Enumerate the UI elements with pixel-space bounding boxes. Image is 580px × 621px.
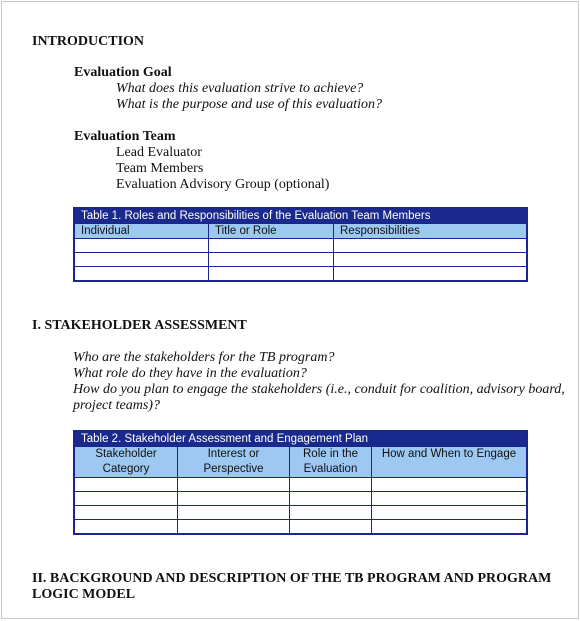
table-cell[interactable] bbox=[334, 267, 528, 282]
table-cell[interactable] bbox=[74, 492, 178, 506]
stakeholder-question: project teams)? bbox=[73, 398, 160, 413]
table-cell[interactable] bbox=[74, 520, 178, 535]
table-cell[interactable] bbox=[178, 520, 290, 535]
goal-question: What is the purpose and use of this evaluation? bbox=[116, 97, 382, 112]
stakeholder-question: Who are the stakeholders for the TB program? bbox=[73, 350, 335, 365]
table-row bbox=[74, 239, 527, 253]
table-row bbox=[74, 492, 527, 506]
goal-question: What does this evaluation strive to achieve? bbox=[116, 81, 364, 96]
table-caption: Table 2. Stakeholder Assessment and Engagement Plan bbox=[74, 431, 527, 447]
roles-responsibilities-table bbox=[73, 207, 528, 282]
stakeholder-engagement-table bbox=[73, 430, 528, 535]
table-cell[interactable] bbox=[290, 520, 372, 535]
table-cell[interactable] bbox=[74, 506, 178, 520]
team-member-item: Evaluation Advisory Group (optional) bbox=[116, 177, 330, 192]
column-header bbox=[178, 447, 290, 478]
table-cell[interactable] bbox=[290, 478, 372, 492]
column-header-line: Interest or bbox=[207, 448, 260, 460]
table-cell[interactable] bbox=[334, 253, 528, 267]
table-cell[interactable] bbox=[209, 253, 334, 267]
table-cell[interactable] bbox=[290, 492, 372, 506]
stakeholder-heading: I. STAKEHOLDER ASSESSMENT bbox=[32, 318, 247, 333]
evaluation-goal-label: Evaluation Goal bbox=[74, 65, 172, 80]
table-cell[interactable] bbox=[290, 506, 372, 520]
table-cell[interactable] bbox=[178, 506, 290, 520]
column-header bbox=[74, 447, 178, 478]
table-cell[interactable] bbox=[372, 478, 528, 492]
table-cell[interactable] bbox=[74, 478, 178, 492]
document-page bbox=[1, 1, 579, 619]
column-header bbox=[372, 447, 528, 478]
table-cell[interactable] bbox=[334, 239, 528, 253]
table-cell[interactable] bbox=[178, 478, 290, 492]
table-cell[interactable] bbox=[74, 253, 209, 267]
table-row bbox=[74, 506, 527, 520]
column-header-line: Evaluation bbox=[303, 463, 358, 475]
table-cell[interactable] bbox=[372, 520, 528, 535]
table-cell[interactable] bbox=[74, 267, 209, 282]
column-header bbox=[290, 447, 372, 478]
column-header-line: Perspective bbox=[203, 463, 264, 475]
table-row bbox=[74, 478, 527, 492]
column-header-line: Stakeholder bbox=[95, 448, 157, 460]
column-header: Responsibilities bbox=[334, 224, 528, 239]
table-row bbox=[74, 267, 527, 282]
introduction-heading: INTRODUCTION bbox=[32, 34, 145, 49]
table-cell[interactable] bbox=[74, 239, 209, 253]
table-cell[interactable] bbox=[372, 492, 528, 506]
background-heading: II. BACKGROUND AND DESCRIPTION OF THE TB PROGRAM AND PROGRAM bbox=[32, 571, 552, 586]
table-caption: Table 1. Roles and Responsibilities of the Evaluation Team Members bbox=[74, 208, 527, 224]
column-header: Title or Role bbox=[209, 224, 334, 239]
column-header-line: Role in the bbox=[303, 448, 358, 460]
column-header: Individual bbox=[74, 224, 209, 239]
evaluation-team-label: Evaluation Team bbox=[74, 129, 176, 144]
table-cell[interactable] bbox=[209, 239, 334, 253]
table-cell[interactable] bbox=[372, 506, 528, 520]
column-header-line: How and When to Engage bbox=[381, 448, 517, 460]
column-header-line: Category bbox=[102, 463, 150, 475]
stakeholder-question: How do you plan to engage the stakeholders (i.e., conduit for coalition, advisory board, bbox=[73, 382, 565, 397]
background-heading-continued: LOGIC MODEL bbox=[32, 587, 136, 602]
stakeholder-question: What role do they have in the evaluation? bbox=[73, 366, 307, 381]
team-member-item: Team Members bbox=[116, 161, 204, 176]
table-row bbox=[74, 253, 527, 267]
table-row bbox=[74, 520, 527, 535]
team-member-item: Lead Evaluator bbox=[116, 145, 202, 160]
table-cell[interactable] bbox=[209, 267, 334, 282]
table-cell[interactable] bbox=[178, 492, 290, 506]
